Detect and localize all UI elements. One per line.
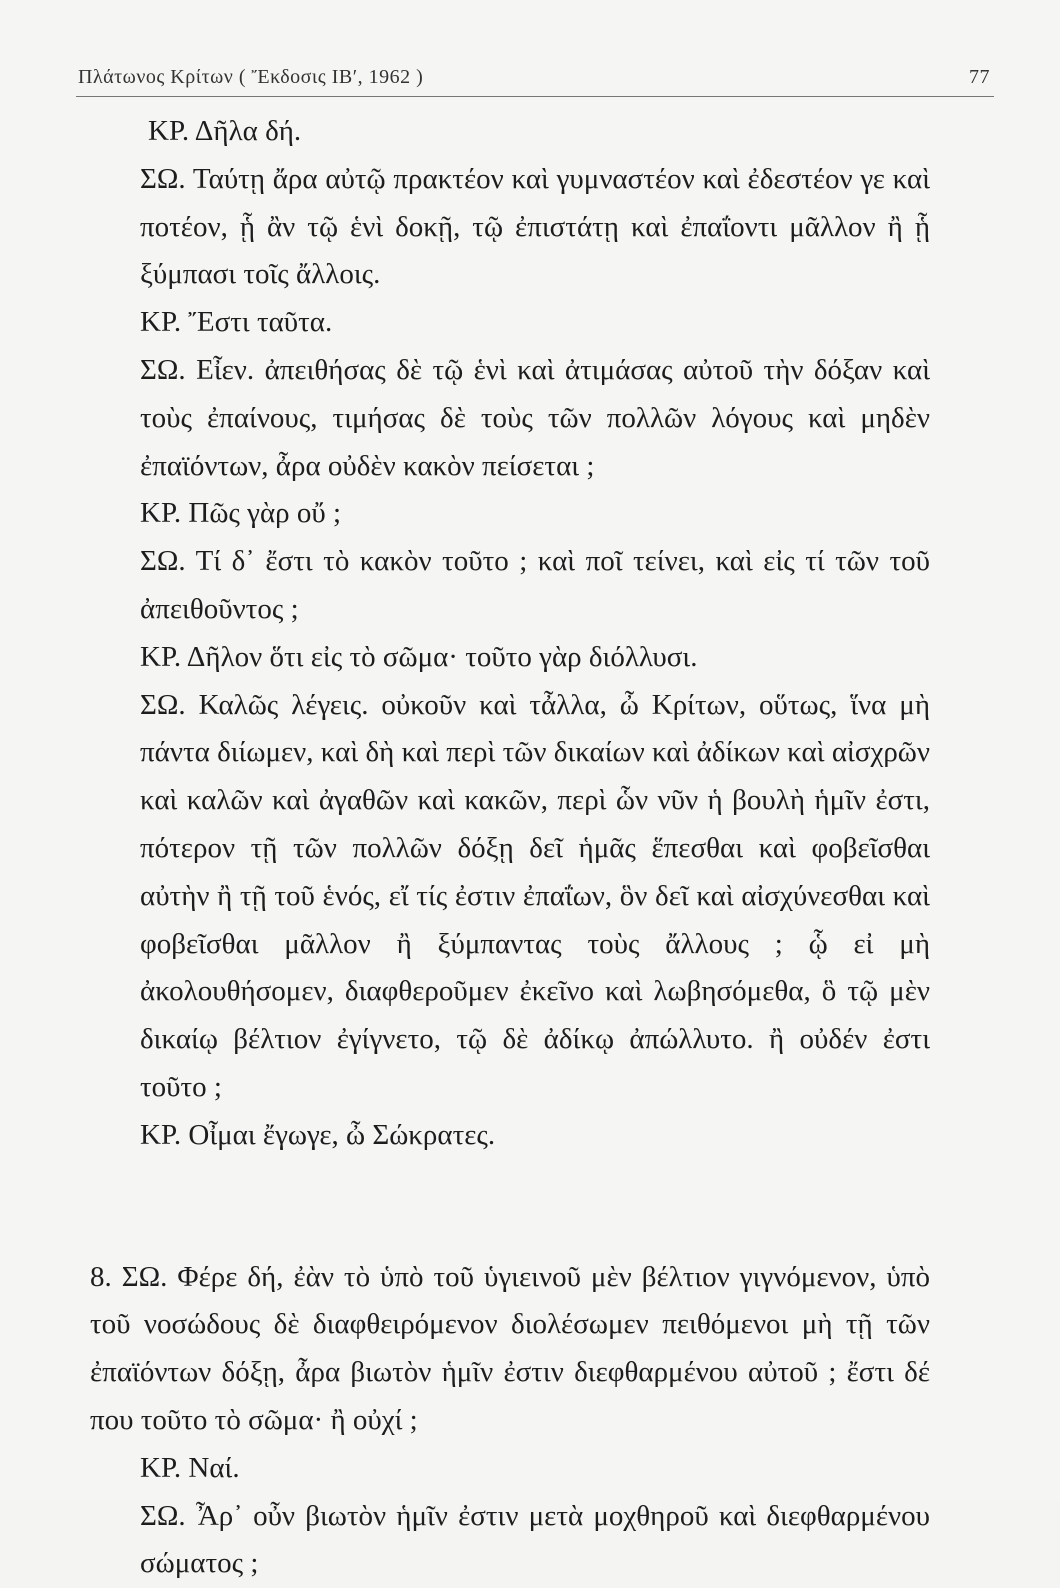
numbered-paragraph: 8. ΣΩ. Φέρε δή, ἐὰν τὸ ὑπὸ τοῦ ὑγιεινοῦ μὲν βέλτιον γιγνόμενον, ὑπὸ τοῦ νοσώδους δὲ διαφθειρόμενον διολέσωμεν πειθόμενοι μὴ τῇ τῶν ἐπαϊόντων δόξῃ, ἆρα βιωτὸν ἡμῖν ἐστιν διεφθαρμένου αὐτοῦ ; ἔστι δέ που τοῦτο τὸ σῶμα· ἢ οὐχί ; (90, 1260, 930, 1436)
paragraph: ΣΩ. Ταύτῃ ἄρα αὐτῷ πρακτέον καὶ γυμναστέον καὶ ἐδεστέον γε καὶ ποτέον, ᾗ ἂν τῷ ἑνὶ δοκῇ, τῷ ἐπιστάτῃ καὶ ἐπαΐοντι μᾶλλον ἢ ᾗ ξύμπασι τοῖς ἄλλοις. (140, 162, 930, 291)
running-header (78, 62, 990, 96)
header-rule (76, 96, 994, 97)
main-text (90, 108, 930, 1588)
paragraph: ΣΩ. Τί δ᾽ ἔστι τὸ κακὸν τοῦτο ; καὶ ποῖ τείνει, καὶ εἰς τί τῶν τοῦ ἀπειθοῦντος ; (140, 545, 930, 625)
paragraph: ΣΩ. Εἶεν. ἀπειθήσας δὲ τῷ ἑνὶ καὶ ἀτιμάσας αὐτοῦ τὴν δόξαν καὶ τοὺς ἐπαίνους, τιμήσας δὲ τοὺς τῶν πολλῶν λόγους καὶ μηδὲν ἐπαϊόντων, ἆρα οὐδὲν κακὸν πείσεται ; (140, 353, 930, 482)
header-title: Πλάτωνος Κρίτων ( Ἔκδοσις ΙΒ′, 1962 ) (78, 66, 424, 88)
paragraph: ΚΡ. Πῶς γὰρ οὔ ; (140, 497, 342, 530)
section-gap (140, 1160, 930, 1254)
paragraph: ΚΡ. Οἶμαι ἔγωγε, ὦ Σώκρατες. (140, 1118, 496, 1151)
paragraph: ΚΡ. Ἔστι ταῦτα. (140, 306, 333, 339)
paragraph: ΚΡ. Ναί. (140, 1451, 240, 1484)
paragraph: ΚΡ. Δῆλα δή. (148, 115, 302, 147)
page-number: 77 (969, 66, 990, 88)
paragraph: ΚΡ. Δῆλον ὅτι εἰς τὸ σῶμα· τοῦτο γὰρ διόλλυσι. (140, 640, 698, 673)
paragraph: ΣΩ. Καλῶς λέγεις. οὐκοῦν καὶ τἆλλα, ὦ Κρίτων, οὕτως, ἵνα μὴ πάντα διίωμεν, καὶ δὴ καὶ περὶ τῶν δικαίων καὶ ἀδίκων καὶ αἰσχρῶν καὶ καλῶν καὶ ἀγαθῶν καὶ κακῶν, περὶ ὧν νῦν ἡ βουλὴ ἡμῖν ἐστι, πότερον τῇ τῶν πολλῶν δόξῃ δεῖ ἡμᾶς ἕπεσθαι καὶ φοβεῖσθαι αὐτὴν ἢ τῇ τοῦ ἑνός, εἴ τίς ἐστιν ἐπαΐων, ὃν δεῖ καὶ αἰσχύνεσθαι καὶ φοβεῖσθαι μᾶλλον ἢ ξύμπαντας τοὺς ἄλλους ; ᾧ εἰ μὴ ἀκολουθήσομεν, διαφθεροῦμεν ἐκεῖνο καὶ λωβησόμεθα, ὃ τῷ μὲν δικαίῳ βέλτιον ἐγίγνετο, τῷ δὲ ἀδίκῳ ἀπώλλυτο. ἢ οὐδέν ἐστι τοῦτο ; (140, 688, 930, 1103)
paragraph: ΣΩ. Ἆρ᾽ οὖν βιωτὸν ἡμῖν ἐστιν μετὰ μοχθηροῦ καὶ διεφθαρμένου σώματος ; (140, 1499, 930, 1580)
